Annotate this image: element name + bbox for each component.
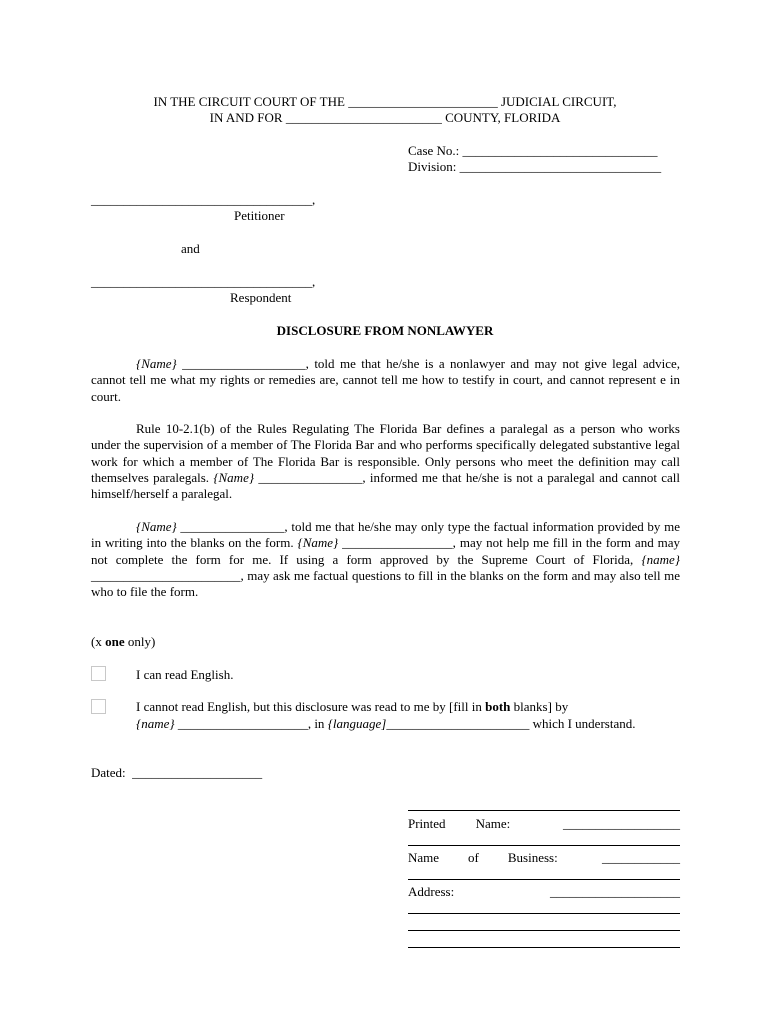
cannot-read-english-label: I cannot read English, but this disclosure was read to me by [fill in both blanks] by (136, 699, 569, 714)
paragraph-form-help: {Name} ________________, told me that he/she may only type the factual information provided by me in writing into the blanks on the form. {Name} _________________, may not help me fill in the form and may not complete the form for me. If using a form approved by the Supreme Court of Florida, {name} _______________________, may ask me factual questions to fill in the blanks on the form and may also tell me who to file the form. (91, 519, 680, 600)
petitioner-line: __________________________________, (91, 192, 316, 207)
can-read-english-checkbox[interactable] (91, 666, 106, 681)
court-header-line1: IN THE CIRCUIT COURT OF THE _______________________ JUDICIAL CIRCUIT, (153, 94, 617, 109)
name-tag: {name} (641, 551, 680, 567)
name-tag: {Name} (297, 535, 339, 551)
name-tag: {Name} (213, 469, 255, 485)
dated-field: Dated: ____________________ (91, 765, 263, 780)
court-header-line2: IN AND FOR ________________________ COUNTY, FLORIDA (209, 110, 561, 125)
paragraph-paralegal-rule: Rule 10-2.1(b) of the Rules Regulating The Florida Bar defines a paralegal as a person who works under the supervision of a member of The Florida Bar and who performs specifically delegated substantive legal work for which a member of The Florida Bar is responsible. Only persons who meet the definition may call themselves paralegals. {Name} ________________, informed me that he/she is not a paralegal and cannot call himself/herself a paralegal. (91, 421, 680, 502)
cannot-read-english-checkbox[interactable] (91, 699, 106, 714)
address-line-4 (408, 947, 680, 948)
business-line (408, 845, 680, 846)
business-name-row: Name of Business: ____________ (408, 850, 680, 865)
address-row: Address: ____________________ (408, 884, 680, 899)
choice-instruction: (x one only) (91, 634, 156, 649)
printed-name-blank: __________________ (563, 816, 680, 831)
case-number: Case No.: ______________________________ (408, 143, 658, 158)
petitioner-label: Petitioner (234, 208, 285, 223)
and-label: and (181, 241, 200, 256)
language-tag: {language] (327, 716, 387, 731)
address-line-2 (408, 913, 680, 914)
document-title: DISCLOSURE FROM NONLAWYER (276, 323, 494, 338)
respondent-line: __________________________________, (91, 274, 316, 289)
division: Division: _______________________________ (408, 159, 662, 174)
name-tag: {name} (136, 716, 175, 731)
business-name-blank: ____________ (602, 850, 680, 865)
address-blank: ____________________ (550, 884, 680, 899)
address-top-line (408, 879, 680, 880)
can-read-english-label: I can read English. (136, 667, 234, 682)
signature-line (408, 810, 680, 811)
address-line-3 (408, 930, 680, 931)
respondent-label: Respondent (230, 290, 292, 305)
name-tag: {Name} (136, 356, 177, 371)
paragraph-nonlawyer: {Name} ___________________, told me that he/she is a nonlawyer and may not give legal advice, cannot tell me what my rights or remedies are, cannot tell me how to testify in court, and cannot represent e in court. (91, 356, 680, 404)
printed-name-row: Printed Name: __________________ (408, 816, 680, 831)
reader-language-line: {name} ____________________, in {language]______________________ which I understand. (136, 716, 636, 731)
name-tag: {Name} (136, 519, 177, 534)
